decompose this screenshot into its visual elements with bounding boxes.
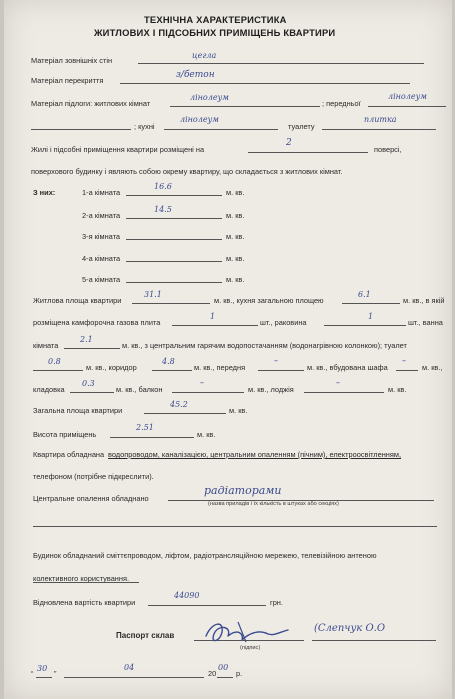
sink-value: 1 xyxy=(368,312,374,321)
rooms-intro: З них: xyxy=(33,188,56,197)
walls-label: Матеріал зовнішніх стін xyxy=(31,56,113,65)
sink-label: шт., раковина xyxy=(260,318,307,327)
date-day: 30 xyxy=(37,664,48,673)
cost-label: Відновлена вартість квартири xyxy=(33,598,136,607)
stove-value: 1 xyxy=(210,312,216,321)
room-5-unit: м. кв. xyxy=(226,275,245,284)
flooring-kitchen-value: лінолеум xyxy=(180,115,219,124)
room-5-label: 5-а кімната xyxy=(82,275,121,284)
flooring-toilet-value: плитка xyxy=(364,115,397,124)
height-unit: м. кв. xyxy=(197,430,216,439)
utilities-line-1: водопроводом, каналізацією, центральним опаленням (пічним), електроосвітленням, xyxy=(108,450,402,459)
stove-label: розміщена камфорочна газова плита xyxy=(33,318,161,327)
location-text-1: Жилі і підсобні приміщення квартири розміщені на xyxy=(31,145,205,154)
room-1-value: 16.6 xyxy=(154,182,172,191)
pantry-value: 0.3 xyxy=(82,379,95,388)
document-page xyxy=(4,0,452,699)
flooring-rooms-value: лінолеум xyxy=(190,93,229,102)
bath-value: 2.1 xyxy=(80,335,93,344)
corridor-label: м. кв., коридор xyxy=(86,363,137,372)
location-text-2: поверсі, xyxy=(374,145,402,154)
wardrobe-value: – xyxy=(402,356,406,365)
sink-tail: шт., ванна xyxy=(408,318,443,327)
building-line-2: колективного користування. xyxy=(33,574,130,583)
toilet-value: 0.8 xyxy=(48,357,61,366)
cost-unit: грн. xyxy=(270,598,283,607)
floors-value: з/бетон xyxy=(176,70,215,80)
total-area-label: Загальна площа квартири xyxy=(33,406,123,415)
pantry-label: кладовка xyxy=(33,385,65,394)
room-3-unit: м. кв. xyxy=(226,232,245,241)
bath-tail: м. кв., з центральним гарячим водопостачанням (водонагрівною колонкою); туалет xyxy=(122,341,407,350)
loggia-value: – xyxy=(336,378,340,387)
total-area-value: 45.2 xyxy=(170,400,188,409)
date-day-quote-close: ” xyxy=(54,669,57,678)
wardrobe-label: м. кв., вбудована шафа xyxy=(307,363,388,372)
date-year-prefix: 20 xyxy=(208,669,217,678)
loggia-tail: м. кв. xyxy=(388,385,407,394)
hall-label: м. кв., передня xyxy=(194,363,246,372)
height-value: 2.51 xyxy=(136,423,154,432)
balcony-label: м. кв., балкон xyxy=(116,385,163,394)
date-month: 04 xyxy=(124,663,135,672)
passport-label: Паспорт склав xyxy=(116,631,175,640)
flooring-hall-value: лінолеум xyxy=(388,92,427,101)
kitchen-area-tail: м. кв., в якій xyxy=(403,296,445,305)
flooring-toilet-label: туалету xyxy=(288,122,315,131)
heating-label: Центральне опалення обладнано xyxy=(33,494,149,503)
title-line-2: ЖИТЛОВИХ І ПІДСОБНИХ ПРИМІЩЕНЬ КВАРТИРИ xyxy=(94,27,336,38)
room-4-label: 4-а кімната xyxy=(82,254,121,263)
signature-icon xyxy=(198,614,298,648)
date-year-value: 00 xyxy=(218,663,229,672)
room-4-unit: м. кв. xyxy=(226,254,245,263)
flooring-hall-label: ; передньої xyxy=(322,99,361,108)
wardrobe-tail: м. кв., xyxy=(422,363,443,372)
living-label: Житлова площа квартири xyxy=(33,296,122,305)
kitchen-area-value: 6.1 xyxy=(358,290,371,299)
flooring-label: Матеріал підлоги: житлових кімнат xyxy=(31,99,151,108)
signature-note: (підпис) xyxy=(240,645,261,651)
heating-value: радіаторами xyxy=(204,484,282,497)
bath-label: кімната xyxy=(33,341,59,350)
room-2-unit: м. кв. xyxy=(226,211,245,220)
date-year-suffix: р. xyxy=(236,669,243,678)
passport-name: (Слепчук О.О xyxy=(314,623,386,634)
living-value: 31.1 xyxy=(144,290,162,299)
hall-value: – xyxy=(274,356,278,365)
balcony-value: – xyxy=(200,378,204,387)
room-3-label: 3-я кімната xyxy=(82,232,121,241)
room-2-label: 2-а кімната xyxy=(82,211,121,220)
date-day-quote: “ xyxy=(31,669,34,678)
room-1-unit: м. кв. xyxy=(226,188,245,197)
room-1-label: 1-а кімната xyxy=(82,188,121,197)
utilities-prefix: Квартира обладнана xyxy=(33,450,105,459)
heating-note: (назва приладів і їх кількість в штуках або секціях) xyxy=(208,501,339,507)
height-label: Висота приміщень xyxy=(33,430,97,439)
cost-value: 44090 xyxy=(174,591,200,600)
walls-value: цегла xyxy=(192,51,217,60)
kitchen-area-label: м. кв., кухня загальною площею xyxy=(214,296,324,305)
building-line-1: Будинок обладнаний сміттєпроводом, ліфтом, радіотрансляційною мережею, телевізійною антеною xyxy=(33,551,377,560)
title-line-1: ТЕХНІЧНА ХАРАКТЕРИСТИКА xyxy=(144,14,287,25)
location-text-3: поверхового будинку і являють собою окрему квартиру, що складається з житлових кімнат. xyxy=(31,167,343,176)
floors-label: Матеріал перекриття xyxy=(31,76,104,85)
room-2-value: 14.5 xyxy=(154,205,172,214)
loggia-label: м. кв., лоджія xyxy=(248,385,294,394)
location-floor-value: 2 xyxy=(286,138,292,148)
flooring-kitchen-label: ; кухні xyxy=(134,122,155,131)
utilities-line-2: телефоном (потрібне підкреслити). xyxy=(33,472,154,481)
total-area-unit: м. кв. xyxy=(229,406,248,415)
corridor-value: 4.8 xyxy=(162,357,175,366)
